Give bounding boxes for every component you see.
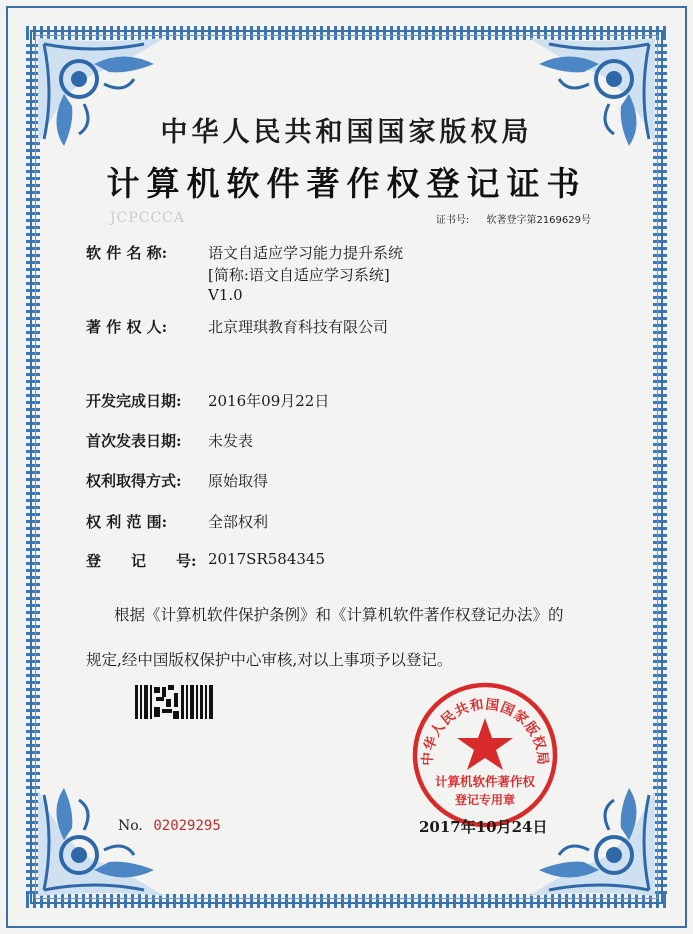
field-label: 软 件 名 称: xyxy=(86,244,168,262)
software-name-line-1: 语文自适应学习能力提升系统 xyxy=(208,244,404,262)
field-label: 登 记 号: xyxy=(86,552,197,570)
field-first-publication-date xyxy=(86,430,254,451)
field-registration-number xyxy=(86,550,326,571)
field-value: 北京理琪教育科技有限公司 xyxy=(208,318,389,336)
field-value: 原始取得 xyxy=(208,472,269,490)
issue-date: 2017年10月24日 xyxy=(419,818,548,836)
seal-line-1: 计算机软件著作权 xyxy=(434,774,535,789)
field-label: 首次发表日期: xyxy=(86,432,182,450)
seal-ring-text: 中华人民共和国国家版权局 xyxy=(419,696,551,767)
barcode-icon xyxy=(135,685,213,719)
field-label: 权利取得方式: xyxy=(86,472,182,490)
certificate-number-value: 软著登字第2169629号 xyxy=(486,215,591,226)
corner-ornament-icon xyxy=(34,780,174,900)
field-value: 全部权利 xyxy=(208,513,269,531)
serial-number-label: No. xyxy=(118,818,143,834)
statement-line-1: 根据《计算机软件保护条例》和《计算机软件著作权登记办法》的 xyxy=(114,606,564,624)
certificate-title: 计算机软件著作权登记证书 xyxy=(106,164,587,203)
field-value: 未发表 xyxy=(208,432,254,450)
field-label: 开发完成日期: xyxy=(86,392,182,410)
watermark-text: JCPCCCA xyxy=(110,210,185,226)
seal-line-2: 登记专用章 xyxy=(454,793,515,807)
software-name-line-3: V1.0 xyxy=(208,286,243,304)
statement-line-2: 规定,经中国版权保护中心审核,对以上事项予以登记。 xyxy=(86,651,453,669)
software-name-line-2: [简称:语文自适应学习系统] xyxy=(208,266,390,284)
field-label: 著 作 权 人: xyxy=(86,318,168,336)
field-rights-scope xyxy=(86,511,269,532)
field-acquisition-method xyxy=(86,470,269,491)
field-completion-date xyxy=(86,390,330,411)
serial-number xyxy=(118,818,221,834)
issuing-authority: 中华人民共和国国家版权局 xyxy=(160,117,533,148)
certificate-number-label: 证书号: xyxy=(435,215,470,226)
certificate-number xyxy=(436,211,591,226)
field-copyright-owner xyxy=(86,316,389,337)
field-label: 权 利 范 围: xyxy=(86,513,168,531)
field-value: 2016年09月22日 xyxy=(208,392,330,410)
serial-number-value: 02029295 xyxy=(153,818,221,834)
field-value: 2017SR584345 xyxy=(208,550,326,568)
field-software-name xyxy=(86,242,404,304)
